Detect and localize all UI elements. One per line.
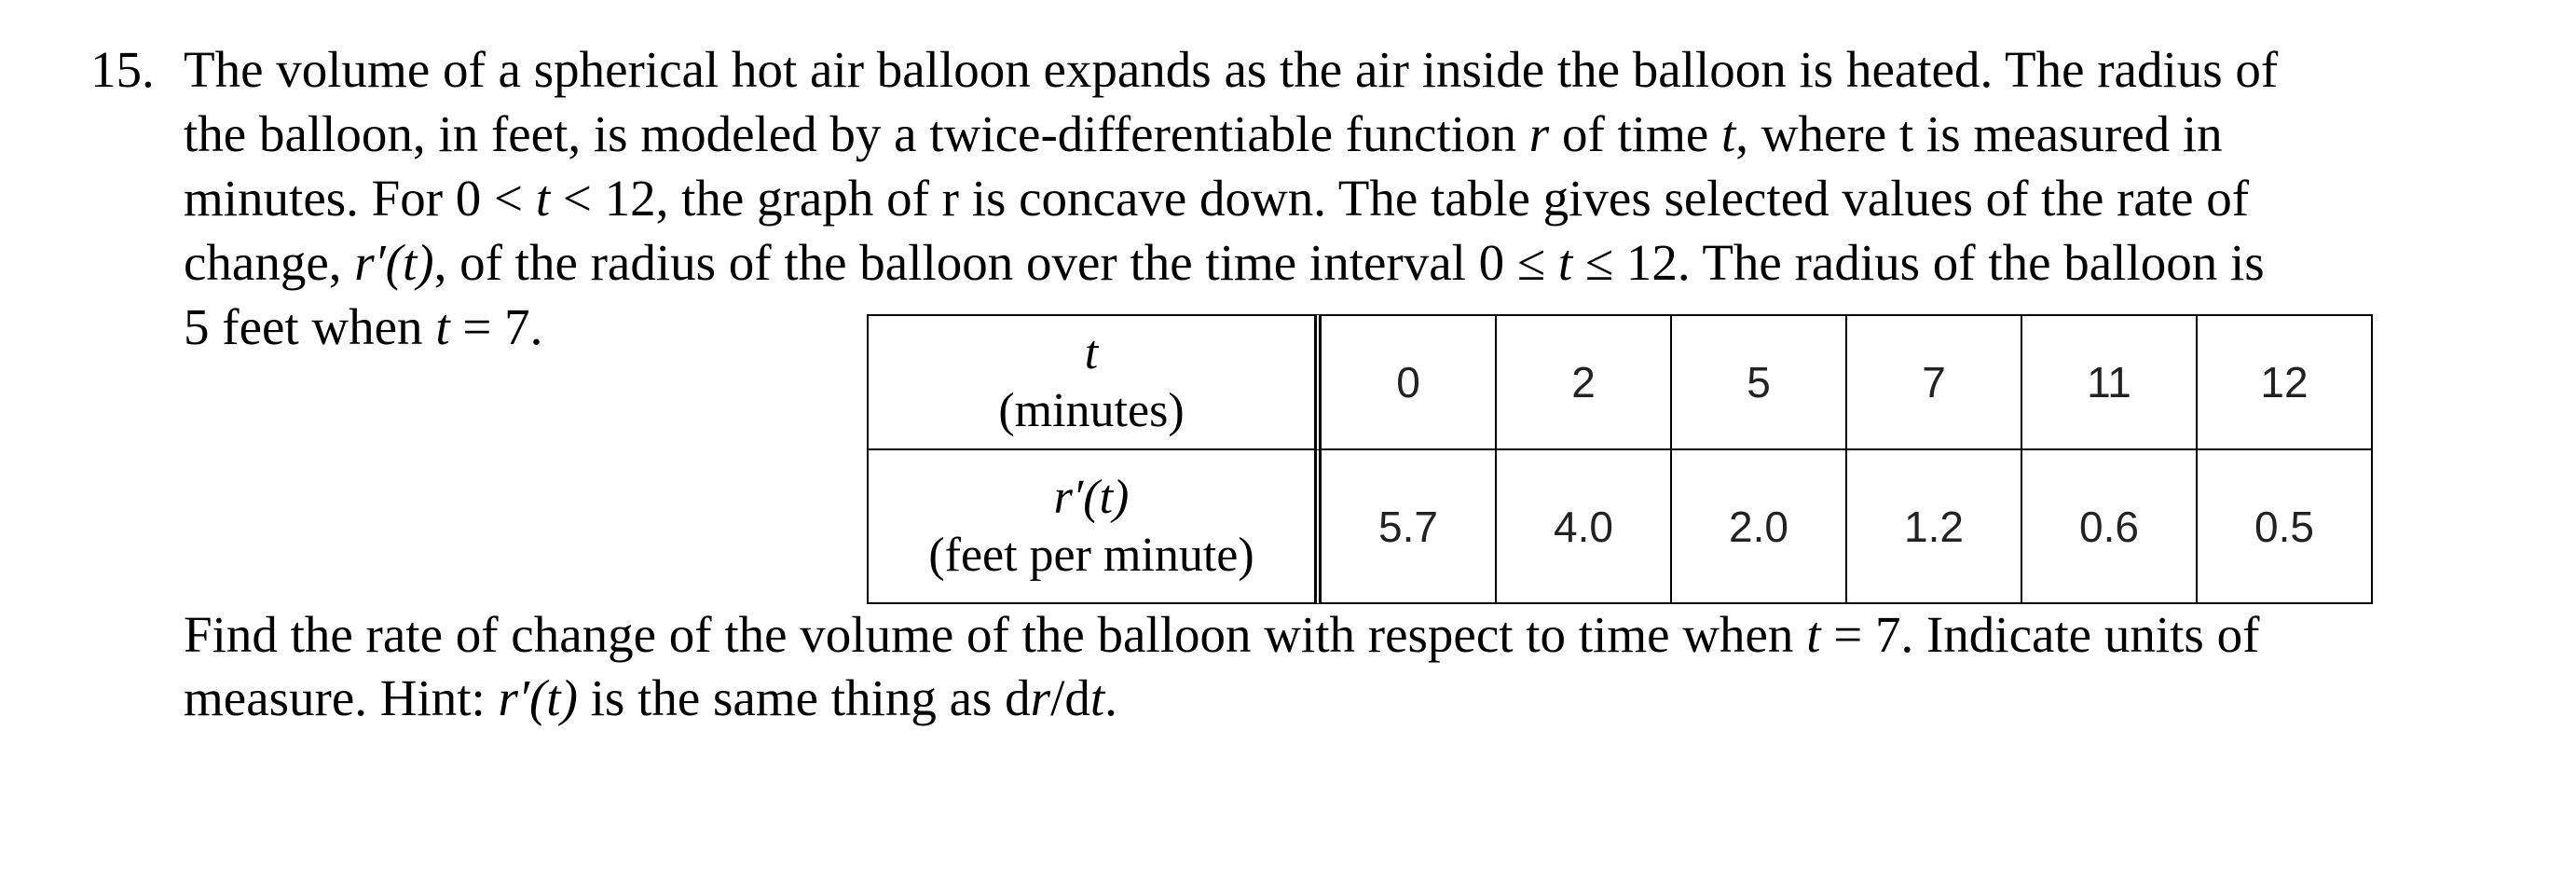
- rate-value-cell: 0.5: [2198, 450, 2373, 604]
- problem-number: 15.: [90, 41, 155, 98]
- rate-value-cell: 2.0: [1672, 450, 1847, 604]
- time-value-cell: 0: [1322, 314, 1497, 450]
- problem-question-line-2: measure. Hint: r′(t) is the same thing as dr/dt.: [184, 669, 1117, 726]
- table-row-rate: [867, 450, 2373, 604]
- rate-header-cell: [867, 450, 1322, 604]
- time-unit: (minutes): [998, 384, 1185, 437]
- time-header-cell: [867, 314, 1322, 450]
- time-value-cell: 7: [1847, 314, 2022, 450]
- time-value-cell: 11: [2022, 314, 2198, 450]
- problem-text-line-3: minutes. For 0 < t < 12, the graph of r is concave down. The table gives selected values of the rate of: [184, 170, 2250, 227]
- time-value-cell: 2: [1497, 314, 1672, 450]
- rate-variable: r′(t): [1053, 470, 1130, 524]
- problem-text-line-4: change, r′(t), of the radius of the balloon over the time interval 0 ≤ t ≤ 12. The radius of the balloon is: [184, 234, 2265, 291]
- rate-value-cell: 5.7: [1322, 450, 1497, 604]
- time-value-cell: 12: [2198, 314, 2373, 450]
- rate-value-cell: 0.6: [2022, 450, 2198, 604]
- time-variable: t: [1084, 326, 1099, 379]
- problem-text-line-1: The volume of a spherical hot air balloon expands as the air inside the balloon is heated. The radius of: [184, 41, 2279, 98]
- rate-value-cell: 4.0: [1497, 450, 1672, 604]
- rate-value-cell: 1.2: [1847, 450, 2022, 604]
- problem-question-line-1: Find the rate of change of the volume of the balloon with respect to time when t = 7. Indicate units of: [184, 606, 2260, 663]
- rate-unit: (feet per minute): [928, 528, 1254, 582]
- rate-table: [867, 314, 2373, 604]
- problem-text-line-5: 5 feet when t = 7.: [184, 298, 543, 355]
- time-value-cell: 5: [1672, 314, 1847, 450]
- problem-text-line-2: the balloon, in feet, is modeled by a twice-differentiable function r of time t, where t is measured in: [184, 105, 2223, 162]
- table-row-time: [867, 314, 2373, 450]
